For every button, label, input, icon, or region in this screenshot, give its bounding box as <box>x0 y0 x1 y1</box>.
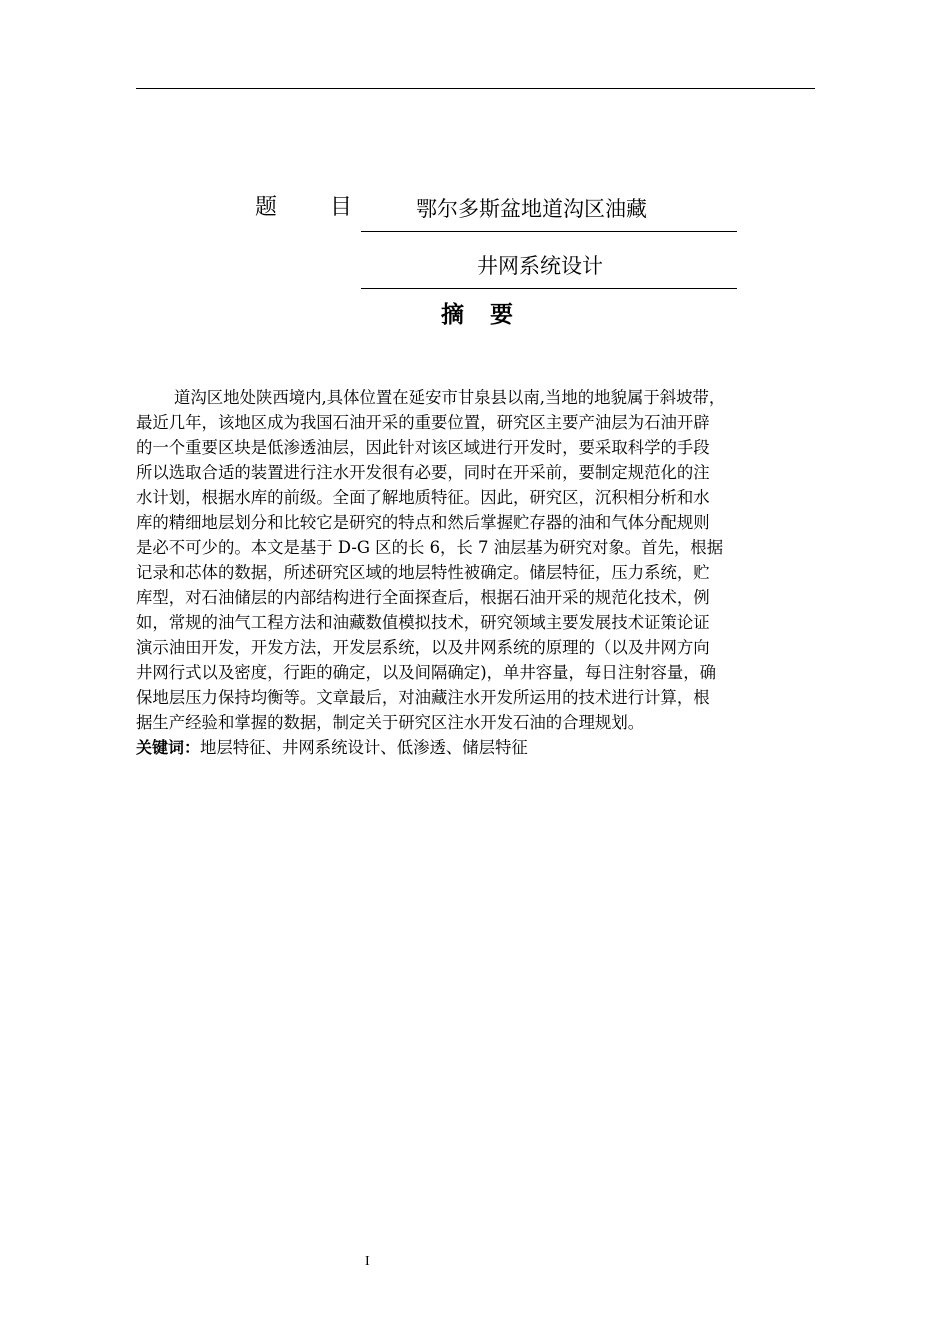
abstract-body <box>136 385 816 760</box>
abstract-line: 记录和芯体的数据，所述研究区域的地层特性被确定。储层特征，压力系统，贮 <box>136 563 710 582</box>
keywords-row <box>136 735 816 760</box>
keywords-text: 地层特征、井网系统设计、低渗透、储层特征 <box>200 738 528 757</box>
abstract-line: 库的精细地层划分和比较它是研究的特点和然后掌握贮存器的油和气体分配规则 <box>136 513 710 532</box>
abstract-line: 道沟区地处陕西境内,具体位置在延安市甘泉县以南,当地的地貌属于斜坡带， <box>174 388 726 407</box>
thesis-title-line1: 鄂尔多斯盆地道沟区油藏 <box>416 197 647 221</box>
page-number: I <box>365 1254 370 1269</box>
header-rule <box>136 88 815 89</box>
title-label-part1: 题 <box>255 195 278 220</box>
abstract-line: 的一个重要区块是低渗透油层，因此针对该区域进行开发时，要采取科学的手段 <box>136 438 710 457</box>
abstract-line: 演示油田开发，开发方法，开发层系统，以及井网系统的原理的（以及井网方向 <box>136 638 710 657</box>
abstract-heading: 摘 要 <box>441 302 523 328</box>
abstract-line: 最近几年，该地区成为我国石油开采的重要位置，研究区主要产油层为石油开辟 <box>136 413 710 432</box>
title-underline-2 <box>361 288 737 289</box>
abstract-line: 保地层压力保持均衡等。文章最后，对油藏注水开发所运用的技术进行计算，根 <box>136 688 710 707</box>
thesis-title-line2: 井网系统设计 <box>477 254 603 278</box>
abstract-line: 库型，对石油储层的内部结构进行全面探查后，根据石油开采的规范化技术，例 <box>136 588 710 607</box>
abstract-line: 所以选取合适的装置进行注水开发很有必要，同时在开采前，要制定规范化的注 <box>136 463 710 482</box>
keywords-label: 关键词： <box>136 738 201 757</box>
abstract-line: 据生产经验和掌握的数据，制定关于研究区注水开发石油的合理规划。 <box>136 713 645 732</box>
abstract-line: 如，常规的油气工程方法和油藏数值模拟技术，研究领域主要发展技术证策论证 <box>136 613 710 632</box>
abstract-line: 水计划，根据水库的前级。全面了解地质特征。因此，研究区，沉积相分析和水 <box>136 488 710 507</box>
abstract-line: 井网行式以及密度，行距的确定，以及间隔确定)，单井容量，每日注射容量，确 <box>136 663 717 682</box>
title-label-part2: 目 <box>330 195 353 220</box>
title-underline-1 <box>361 231 737 232</box>
abstract-line: 是必不可少的。本文是基于 D-G 区的长 6，长 7 油层基为研究对象。首先，根据 <box>136 538 724 557</box>
